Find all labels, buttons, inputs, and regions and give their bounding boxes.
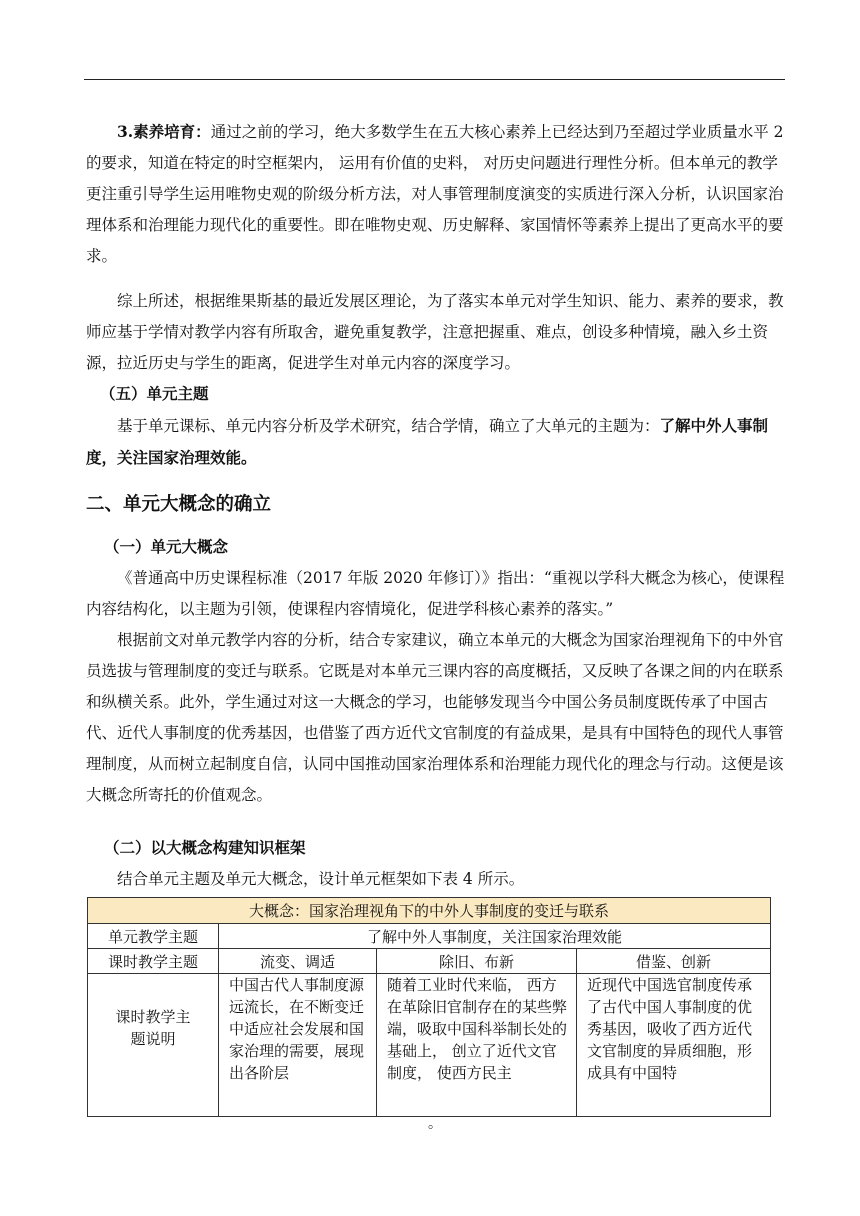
table-row <box>88 924 771 949</box>
header-rule <box>84 79 785 80</box>
heading-big-concept: （一）单元大概念 <box>104 537 229 556</box>
theme-bold: 了解中外人事制度，关注国家治理效能。 <box>86 416 769 467</box>
literacy-paragraph <box>86 116 788 272</box>
table-row <box>88 949 771 974</box>
table-row <box>88 898 771 924</box>
unit-framework-table <box>87 897 771 1117</box>
literacy-text: 通过之前的学习，绝大多数学生在五大核心素养上已经达到乃至超过学业质量水平 2 的要求，知道在特定的时空框架内， 运用有价值的史料， 对历史问题进行理性分析。但本单元的教学更注重引导学生运用唯物史观的阶级分析方法，对人事管理制度演变的实质进行深入分析，认识国家治理体系和治理能力现代化的重要性。即在唯物史观、历史解释、家国情怀等素养上提出了更高水平的要求。 <box>86 123 784 265</box>
unit-theme-cell: 了解中外人事制度，关注国家治理效能 <box>219 924 771 949</box>
big-concept-cell: 大概念：国家治理视角下的中外人事制度的变迁与联系 <box>88 898 771 924</box>
lesson-theme-2: 除旧、布新 <box>377 949 577 974</box>
heading-framework: （二）以大概念构建知识框架 <box>104 838 306 857</box>
heading-section-2: 二、单元大概念的确立 <box>86 494 272 515</box>
theme-text: 基于单元课标、单元内容分析及学术研究，结合学情，确立了大单元的主题为： <box>117 417 660 435</box>
lesson-theme-label: 课时教学主题 <box>88 949 219 974</box>
lesson-desc-1 <box>219 974 377 1117</box>
lesson-desc-2 <box>377 974 577 1117</box>
lesson-theme-3: 借鉴、创新 <box>577 949 771 974</box>
theme-paragraph <box>86 410 788 474</box>
desc-label: 课时教学主题说明 <box>88 974 219 1117</box>
unit-theme-label: 单元教学主题 <box>88 924 219 949</box>
concept-paragraph: 根据前文对单元教学内容的分析，结合专家建议，确立本单元的大概念为国家治理视角下的中外官员选拔与管理制度的变迁与联系。它既是对本单元三课内容的高度概括，又反映了各课之间的内在联系和纵横关系。此外，学生通过对这一大概念的学习，也能够发现当今中国公务员制度既传承了中国古代、近代人事制度的优秀基因，也借鉴了西方近代文官制度的有益成果，是具有中国特色的现代人事管理制度，从而树立起制度自信，认同中国推动国家治理体系和治理能力现代化的理念与行动。这便是该大概念所寄托的价值观念。 <box>86 631 784 804</box>
heading-unit-theme: （五）单元主题 <box>100 384 209 403</box>
framework-paragraph: 结合单元主题及单元大概念，设计单元框架如下表 4 所示。 <box>117 870 525 888</box>
lesson-desc-3 <box>577 974 771 1117</box>
desc-text-3: 近现代中国选官制度传承了古代中国人事制度的优秀基因，吸收了西方近代文官制度的异质细胞，形成具有中国特 <box>587 976 753 1082</box>
desc-text-1: 中国古代人事制度源远流长，在不断变迁中适应社会发展和国家治理的需要，展现出各阶层 <box>229 976 365 1082</box>
summary-paragraph: 综上所述，根据维果斯基的最近发展区理论，为了落实本单元对学生知识、能力、素养的要求，教师应基于学情对教学内容有所取舍，避免重复教学，注意把握重、难点，创设多种情境，融入乡土资源，拉近历史与学生的距离，促进学生对单元内容的深度学习。 <box>86 292 784 372</box>
lesson-theme-1: 流变、调适 <box>219 949 377 974</box>
desc-text-2: 随着工业时代来临， 西方在革除旧官制存在的某些弊端，吸取中国科举制长处的基础上， 创立了近代文官制度， 使西方民主 <box>387 976 568 1082</box>
page-mark: 。 <box>428 1116 442 1132</box>
table-row <box>88 974 771 1117</box>
literacy-lead: 3.素养培育： <box>117 122 211 141</box>
standard-paragraph: 《普通高中历史课程标准（2017 年版 2020 年修订）》指出：“重视以学科大概念为核心，使课程内容结构化，以主题为引领，使课程内容情境化，促进学科核心素养的落实。” <box>86 569 785 618</box>
